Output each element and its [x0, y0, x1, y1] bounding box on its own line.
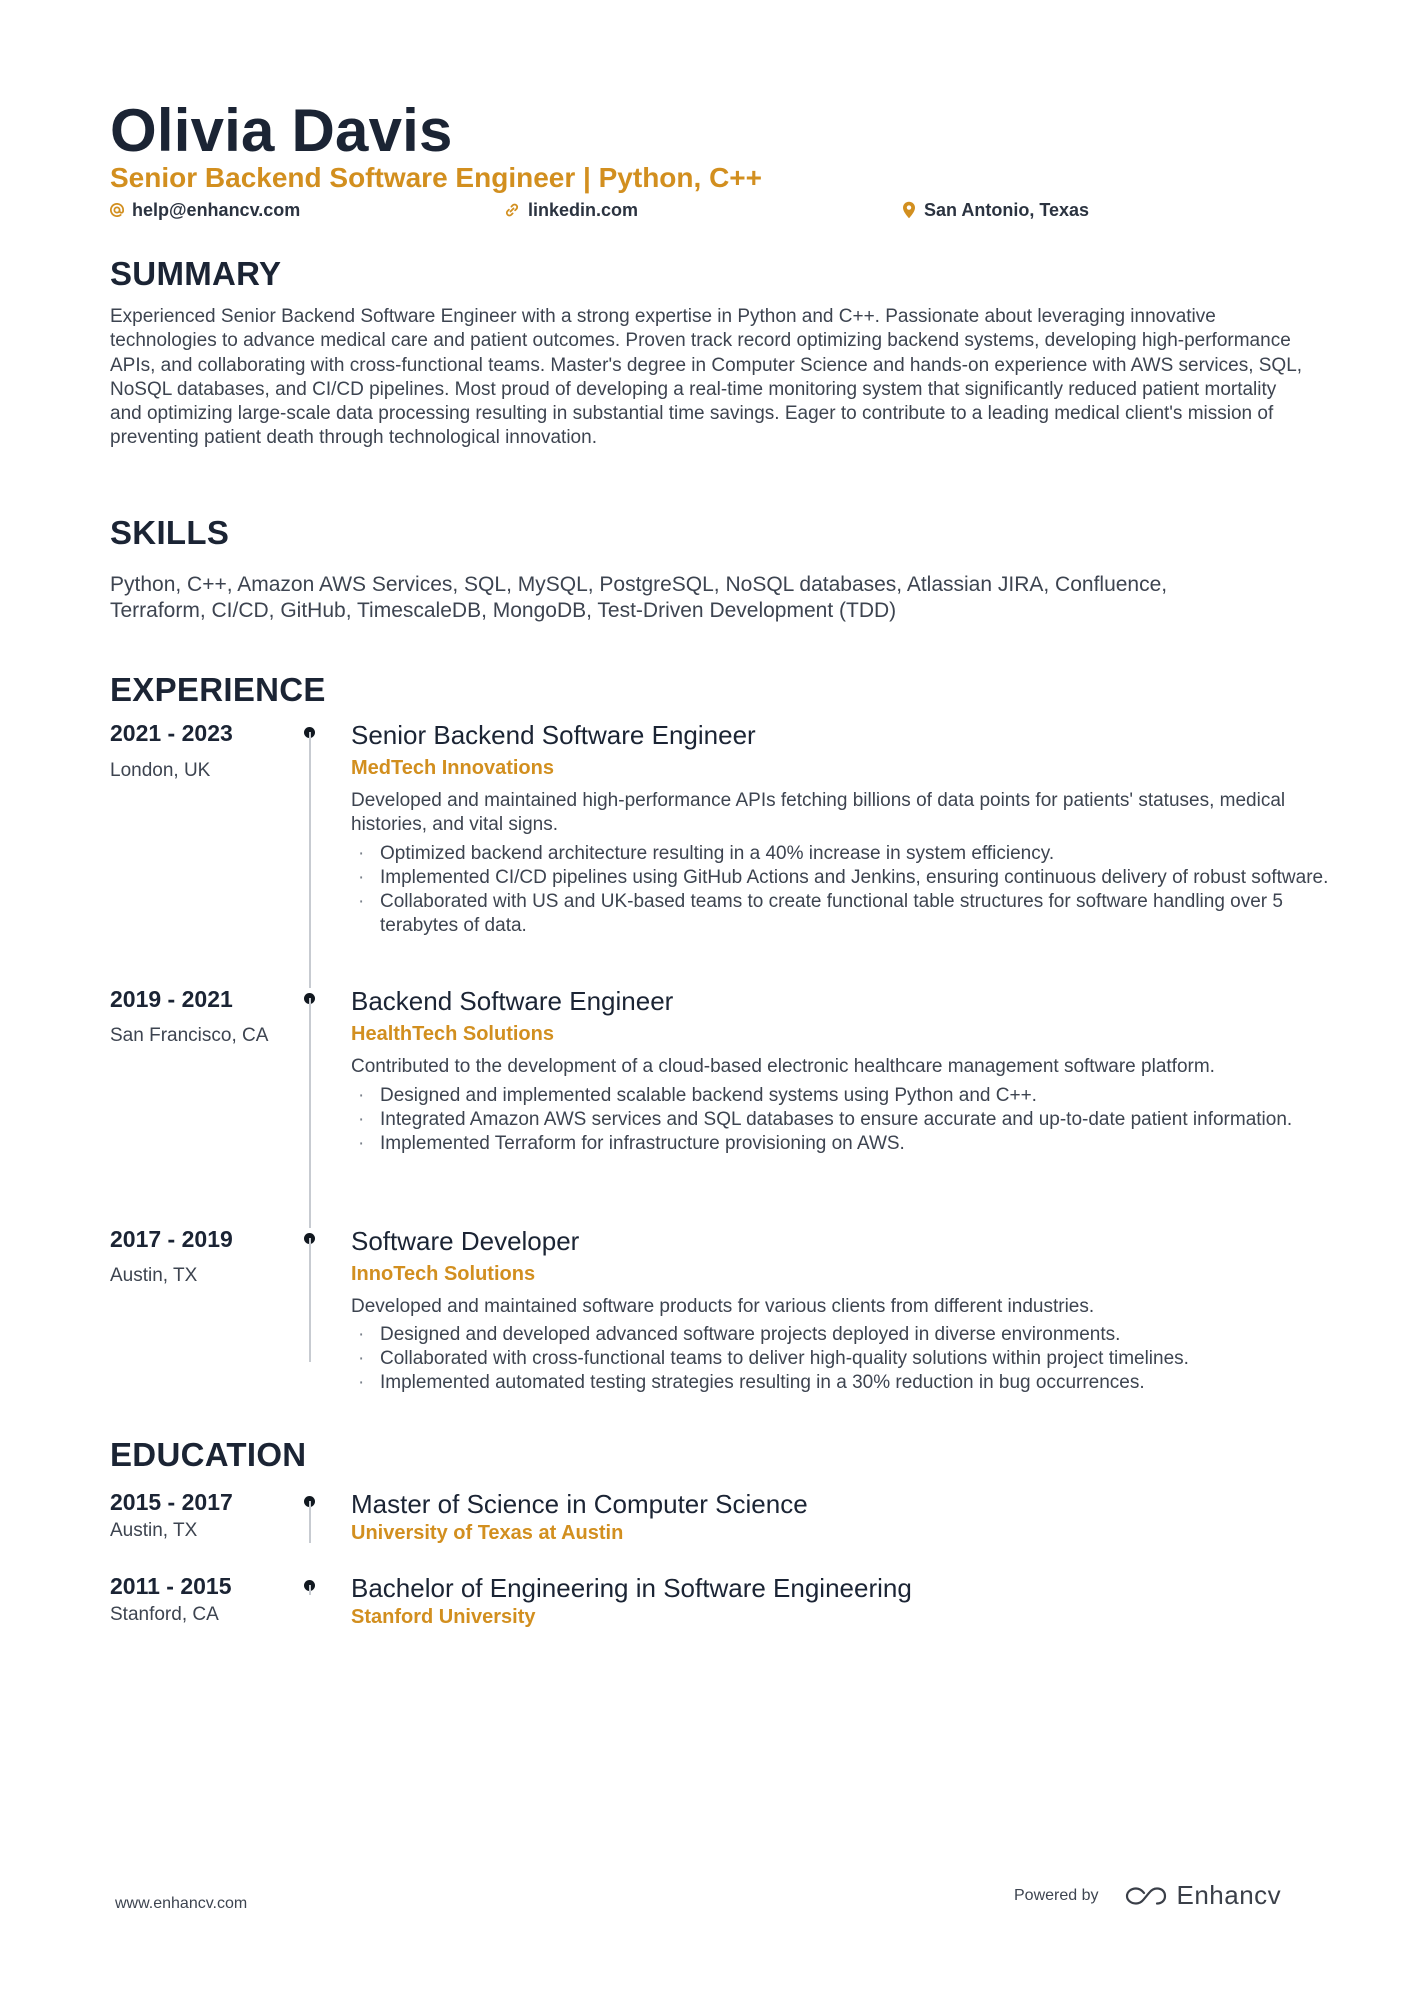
experience-heading: EXPERIENCE: [110, 671, 326, 708]
achievement-item: [351, 1108, 1331, 1132]
at-sign-icon: [110, 203, 124, 217]
education-dates: 2015 - 2017: [110, 1489, 233, 1515]
linkedin-text: linkedin.com: [528, 200, 639, 220]
achievement-item: [351, 842, 1331, 866]
skills-text: Python, C++, Amazon AWS Services, SQL, MySQL, PostgreSQL, NoSQL databases, Atlassian JIRA, Confluence, Terraform, CI/CD, GitHub, TimescaleDB, MongoDB, Test-Driven Development (TDD): [110, 573, 1168, 622]
education-heading: EDUCATION: [110, 1436, 307, 1473]
achievement-item: [351, 1347, 1331, 1371]
achievement-text: Integrated Amazon AWS services and SQL databases to ensure accurate and up-to-date patient information.: [380, 1109, 1293, 1130]
experience-location: Austin, TX: [110, 1265, 198, 1286]
experience-dates: 2019 - 2021: [110, 986, 233, 1012]
bullet-icon: ·: [358, 843, 365, 864]
experience-dates: 2021 - 2023: [110, 720, 233, 746]
job-description: Developed and maintained software products for various clients from different industries.: [351, 1296, 1095, 1317]
contact-linkedin[interactable]: [504, 198, 638, 222]
bullet-icon: ·: [358, 867, 365, 888]
experience-details: [351, 719, 1331, 938]
education-details: [351, 1488, 1331, 1546]
location-text: San Antonio, Texas: [924, 200, 1090, 220]
bullet-icon: ·: [358, 1372, 365, 1393]
achievement-text: Designed and developed advanced software projects deployed in diverse environments.: [380, 1324, 1121, 1345]
school-name: University of Texas at Austin: [351, 1522, 624, 1544]
company-name: HealthTech Solutions: [351, 1023, 554, 1045]
experience-location: London, UK: [110, 760, 211, 781]
company-name: InnoTech Solutions: [351, 1263, 536, 1285]
candidate-name: Olivia Davis: [110, 97, 453, 164]
bullet-icon: ·: [358, 1133, 365, 1154]
experience-details: [351, 985, 1331, 1156]
job-title: Backend Software Engineer: [351, 986, 674, 1016]
brand-logo[interactable]: [1123, 1880, 1282, 1911]
job-title: Software Developer: [351, 1226, 580, 1256]
timeline-line: [309, 1501, 311, 1543]
summary-text: Experienced Senior Backend Software Engineer with a strong expertise in Python and C++. Passionate about leveraging innovative technologies to advance medical care and patient outcomes. Proven track record optimizing backend systems, developing high-performance APIs, and collaborating with cross-functional teams. Master's degree in Computer Science and hands-on experience with AWS services, SQL, NoSQL databases, and CI/CD pipelines. Most proud of developing a real-time monitoring system that significantly reduced patient mortality and optimizing large-scale data processing resulting in substantial time savings. Eager to contribute to a leading medical client's mission of preventing patient death through technological innovation.: [110, 306, 1303, 449]
powered-by-label: Powered by: [1014, 1886, 1099, 1904]
bullet-icon: ·: [358, 891, 365, 912]
achievement-item: [351, 866, 1331, 890]
bullet-icon: ·: [358, 1348, 365, 1369]
achievement-text: Collaborated with cross-functional teams to deliver high-quality solutions within project timelines.: [380, 1348, 1189, 1369]
education-dates: 2011 - 2015: [110, 1573, 232, 1599]
achievement-item: [351, 1371, 1331, 1395]
contact-row: [110, 198, 1110, 224]
job-description: Developed and maintained high-performance APIs fetching billions of data points for patients' statuses, medical histories, and vital signs.: [351, 790, 1286, 835]
brand-name: Enhancv: [1176, 1880, 1282, 1910]
education-location: Stanford, CA: [110, 1604, 219, 1625]
achievement-list: [351, 1323, 1331, 1395]
achievement-item: [351, 1132, 1331, 1156]
achievement-text: Implemented automated testing strategies resulting in a 30% reduction in bug occurrences.: [380, 1372, 1145, 1393]
achievement-list: [351, 842, 1331, 938]
education-location: Austin, TX: [110, 1520, 198, 1541]
email-text: help@enhancv.com: [132, 200, 301, 220]
degree-title: Bachelor of Engineering in Software Engineering: [351, 1573, 912, 1603]
achievement-item: [351, 1323, 1331, 1347]
achievement-item: [351, 890, 1331, 938]
skills-heading: SKILLS: [110, 514, 230, 551]
contact-location: [902, 198, 1089, 222]
timeline-line: [309, 1585, 311, 1595]
achievement-text: Optimized backend architecture resulting in a 40% increase in system efficiency.: [380, 843, 1055, 864]
achievement-text: Designed and implemented scalable backend systems using Python and C++.: [380, 1085, 1037, 1106]
achievement-list: [351, 1084, 1331, 1156]
candidate-headline: Senior Backend Software Engineer | Python, C++: [110, 162, 762, 193]
experience-details: [351, 1225, 1331, 1395]
bullet-icon: ·: [358, 1109, 365, 1130]
enhancv-logo-icon: [1123, 1884, 1169, 1908]
link-icon: [504, 202, 520, 218]
summary-heading: SUMMARY: [110, 255, 282, 292]
bullet-icon: ·: [358, 1085, 365, 1106]
timeline-line: [309, 998, 311, 1228]
job-description: Contributed to the development of a cloud-based electronic healthcare management software platform.: [351, 1056, 1215, 1077]
contact-email[interactable]: [110, 198, 300, 222]
timeline-line: [309, 1238, 311, 1362]
achievement-item: [351, 1084, 1331, 1108]
education-details: [351, 1572, 1331, 1630]
company-name: MedTech Innovations: [351, 757, 554, 779]
experience-location: San Francisco, CA: [110, 1025, 269, 1046]
experience-dates: 2017 - 2019: [110, 1226, 233, 1252]
bullet-icon: ·: [358, 1324, 365, 1345]
achievement-text: Implemented Terraform for infrastructure provisioning on AWS.: [380, 1133, 905, 1154]
timeline-line: [309, 732, 311, 988]
footer-branding: [1014, 1880, 1281, 1911]
footer-website[interactable]: www.enhancv.com: [115, 1895, 248, 1912]
achievement-text: Implemented CI/CD pipelines using GitHub Actions and Jenkins, ensuring continuous delivery of robust software.: [380, 867, 1329, 888]
job-title: Senior Backend Software Engineer: [351, 720, 756, 750]
achievement-text: Collaborated with US and UK-based teams to create functional table structures for software handling over 5 terabytes of data.: [380, 891, 1283, 936]
map-pin-icon: [902, 201, 916, 219]
degree-title: Master of Science in Computer Science: [351, 1489, 808, 1519]
school-name: Stanford University: [351, 1606, 536, 1628]
